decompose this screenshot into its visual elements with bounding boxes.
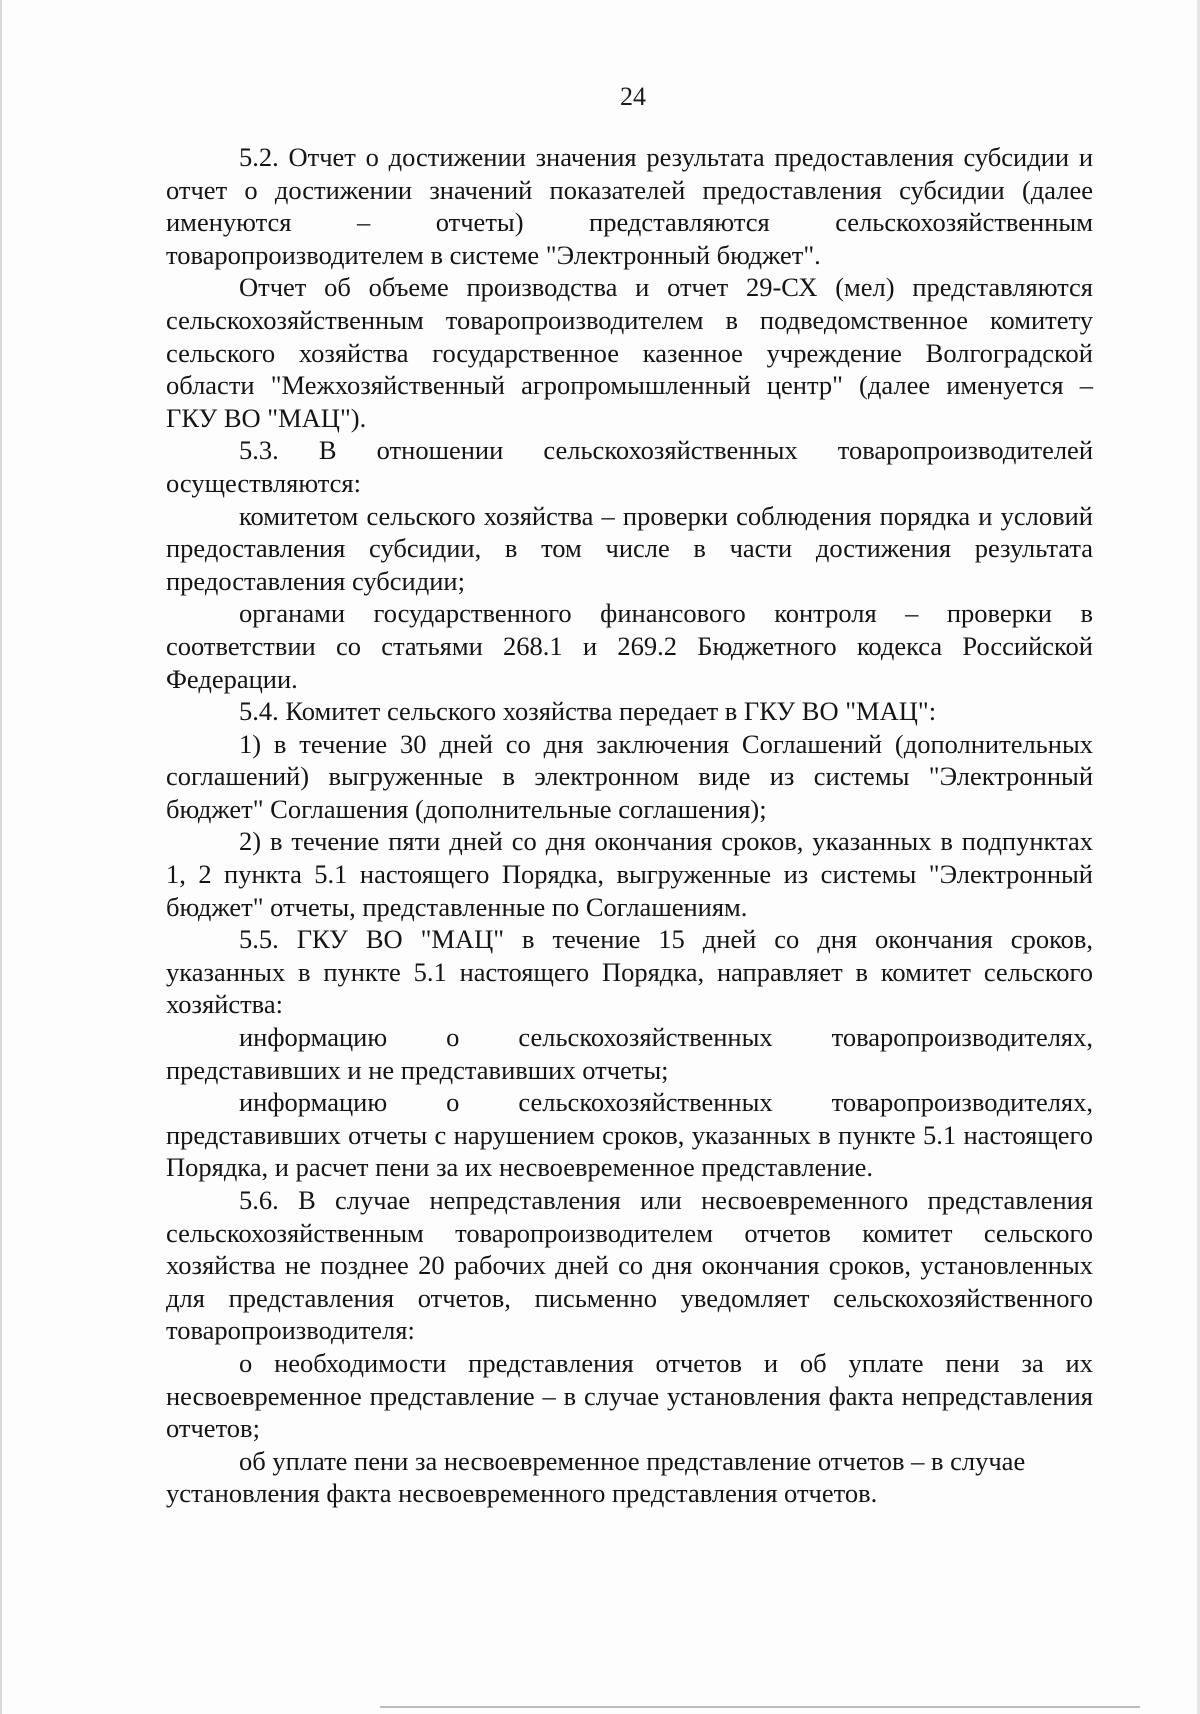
paragraph-5-6-notice-2: об уплате пени за несвоевременное представление отчетов – в случае установления факта несвоевременного представления отчетов. <box>166 1445 1026 1509</box>
scan-bottom-edge <box>380 1706 1140 1708</box>
paragraph-5-5: 5.5. ГКУ ВО "МАЦ" в течение 15 дней со дня окончания сроков, указанных в пункте 5.1 настоящего Порядка, направляет в комитет сельского хозяйства: <box>166 924 1093 1020</box>
paragraph-5-4-item-2: 2) в течение пяти дней со дня окончания сроков, указанных в подпунктах 1, 2 пункта 5.1 настоящего Порядка, выгруженные из системы "Электронный бюджет" отчеты, представленные по Соглашениям. <box>166 826 1093 922</box>
paragraph-5-4: 5.4. Комитет сельского хозяйства передает в ГКУ ВО "МАЦ": <box>239 696 937 727</box>
paragraph-5-6: 5.6. В случае непредставления или несвоевременного представления сельскохозяйственным товаропроизводителем отчетов комитет сельского хозяйства не позднее 20 рабочих дней со дня окончания сроков, установленных для представления отчетов, письменно уведомляет сельскохозяйственного товаропроизводителя: <box>166 1185 1093 1346</box>
paragraph-5-6-notice-1: о необходимости представления отчетов и об уплате пени за их несвоевременное представление – в случае установления факта непредставления отчетов; <box>166 1347 1093 1444</box>
paragraph-committee-checks: комитетом сельского хозяйства – проверки соблюдения порядка и условий предоставления субсидии, в том числе в части достижения результата предоставления субсидии; <box>166 500 1093 596</box>
paragraph-5-4-item-1: 1) в течение 30 дней со дня заключения Соглашений (дополнительных соглашений) выгруженные в электронном виде из системы "Электронный бюджет" Соглашения (дополнительные соглашения); <box>166 728 1093 824</box>
page-number: 24 <box>620 82 646 111</box>
paragraph-production-report: Отчет об объеме производства и отчет 29-СХ (мел) представляются сельскохозяйственным товаропроизводителем в подведомственное комитету сельского хозяйства государственное казенное учреждение Волгоградской области "Межхозяйственный агропромышленный центр" (далее именуется – ГКУ ВО "МАЦ"). <box>166 272 1093 433</box>
document-body <box>166 141 1093 1510</box>
paragraph-5-2: 5.2. Отчет о достижении значения результата предоставления субсидии и отчет о достижении значений показателей предоставления субсидии (далее именуются – отчеты) представляются сельскохозяйственным товаропроизводителем в системе "Электронный бюджет". <box>166 142 1093 270</box>
paragraph-financial-control: органами государственного финансового контроля – проверки в соответствии со статьями 268.1 и 269.2 Бюджетного кодекса Российской Федерации. <box>166 598 1093 694</box>
paragraph-5-3: 5.3. В отношении сельскохозяйственных товаропроизводителей осуществляются: <box>166 435 1093 498</box>
paragraph-5-5-info-1: информацию о сельскохозяйственных товаропроизводителях, представивших и не представивших отчеты; <box>166 1022 1093 1085</box>
paragraph-5-5-info-2: информацию о сельскохозяйственных товаропроизводителях, представивших отчеты с нарушением сроков, указанных в пункте 5.1 настоящего Порядка, и расчет пени за их несвоевременное представление. <box>166 1087 1093 1183</box>
